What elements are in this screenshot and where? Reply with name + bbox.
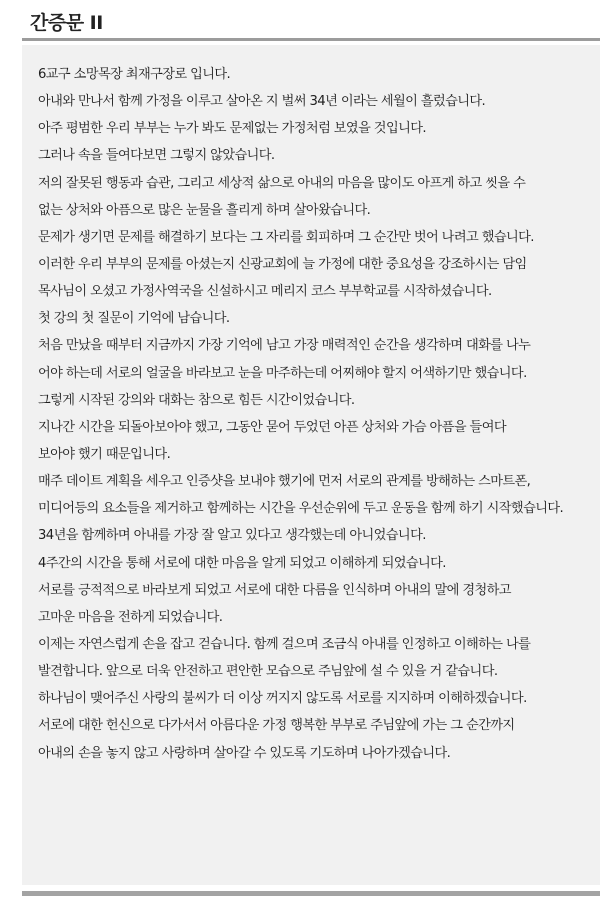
testimony-line: 없는 상처와 아픔으로 많은 눈물을 흘리게 하며 살아왔습니다.: [38, 202, 371, 218]
testimony-line: 문제가 생기면 문제를 해결하기 보다는 그 자리를 회피하며 그 순간만 벗어 나려고 했습니다.: [38, 229, 534, 245]
testimony-line: 서로에 대한 헌신으로 다가서서 아름다운 가정 행복한 부부로 주님앞에 가는 그 순간까지: [38, 718, 515, 734]
testimony-line: 목사님이 오셨고 가정사역국을 신설하시고 메리지 코스 부부학교를 시작하셨습니다.: [38, 284, 492, 300]
title-divider: [22, 38, 600, 41]
testimony-line: 34년을 함께하며 아내를 가장 잘 알고 있다고 생각했는데 아니었습니다.: [38, 528, 426, 544]
testimony-line: 아주 평범한 우리 부부는 누가 봐도 문제없는 가정처럼 보였을 것입니다.: [38, 121, 426, 137]
page-title: 간증문 II: [30, 12, 103, 34]
testimony-line: 지나간 시간을 되돌아보아야 했고, 그동안 묻어 두었던 아픈 상처와 가슴 아픔을 들여다: [38, 419, 506, 435]
testimony-line: 보아야 했기 때문입니다.: [38, 446, 171, 462]
bottom-divider: [22, 891, 600, 896]
testimony-line: 하나님이 맺어주신 사랑의 불씨가 더 이상 꺼지지 않도록 서로를 지지하며 이해하겠습니다.: [38, 691, 527, 707]
testimony-line: 처음 만났을 때부터 지금까지 가장 기억에 남고 가장 매력적인 순간을 생각하며 대화를 나누: [38, 338, 531, 354]
testimony-line: 저의 잘못된 행동과 습관, 그리고 세상적 삶으로 아내의 마음을 많이도 아프게 하고 씻을 수: [38, 175, 526, 191]
testimony-line: 아내와 만나서 함께 가정을 이루고 살아온 지 벌써 34년 이라는 세월이 흘렀습니다.: [38, 94, 486, 110]
testimony-line: 발견합니다. 앞으로 더욱 안전하고 편안한 모습으로 주님앞에 설 수 있을 거 같습니다.: [38, 664, 498, 680]
testimony-line: 아내의 손을 놓지 않고 사랑하며 살아갈 수 있도록 기도하며 나아가겠습니다.: [38, 745, 451, 761]
testimony-line: 이제는 자연스럽게 손을 잡고 걷습니다. 함께 걸으며 조금식 아내를 인정하고 이해하는 나를: [38, 636, 531, 652]
testimony-line: 이러한 우리 부부의 문제를 아셨는지 신광교회에 늘 가정에 대한 중요성을 강조하시는 담임: [38, 256, 527, 272]
testimony-line: 고마운 마음을 전하게 되었습니다.: [38, 609, 223, 625]
testimony-line: 그렇게 시작된 강의와 대화는 참으로 힘든 시간이었습니다.: [38, 392, 355, 408]
testimony-body: [38, 61, 586, 767]
testimony-line: 서로를 긍적적으로 바라보게 되었고 서로에 대한 다름을 인식하며 아내의 말에 경청하고: [38, 582, 511, 598]
testimony-line: 4주간의 시간을 통해 서로에 대한 마음을 알게 되었고 이해하게 되었습니다.: [38, 555, 446, 571]
testimony-line: 그러나 속을 들여다보면 그렇지 않았습니다.: [38, 148, 275, 164]
testimony-line: 어야 하는데 서로의 얼굴을 바라보고 눈을 마주하는데 어찌해야 할지 어색하기만 했습니다.: [38, 365, 527, 381]
testimony-line: 미디어등의 요소들을 제거하고 함께하는 시간을 우선순위에 두고 운동을 함께 하기 시작했습니다.: [38, 501, 564, 517]
testimony-line: 매주 데이트 계획을 세우고 인증샷을 보내야 했기에 먼저 서로의 관계를 방해하는 스마트폰,: [38, 474, 531, 490]
testimony-line: 6교구 소망목장 최재구장로 입니다.: [38, 67, 231, 82]
testimony-line: 첫 강의 첫 질문이 기억에 남습니다.: [38, 311, 230, 327]
